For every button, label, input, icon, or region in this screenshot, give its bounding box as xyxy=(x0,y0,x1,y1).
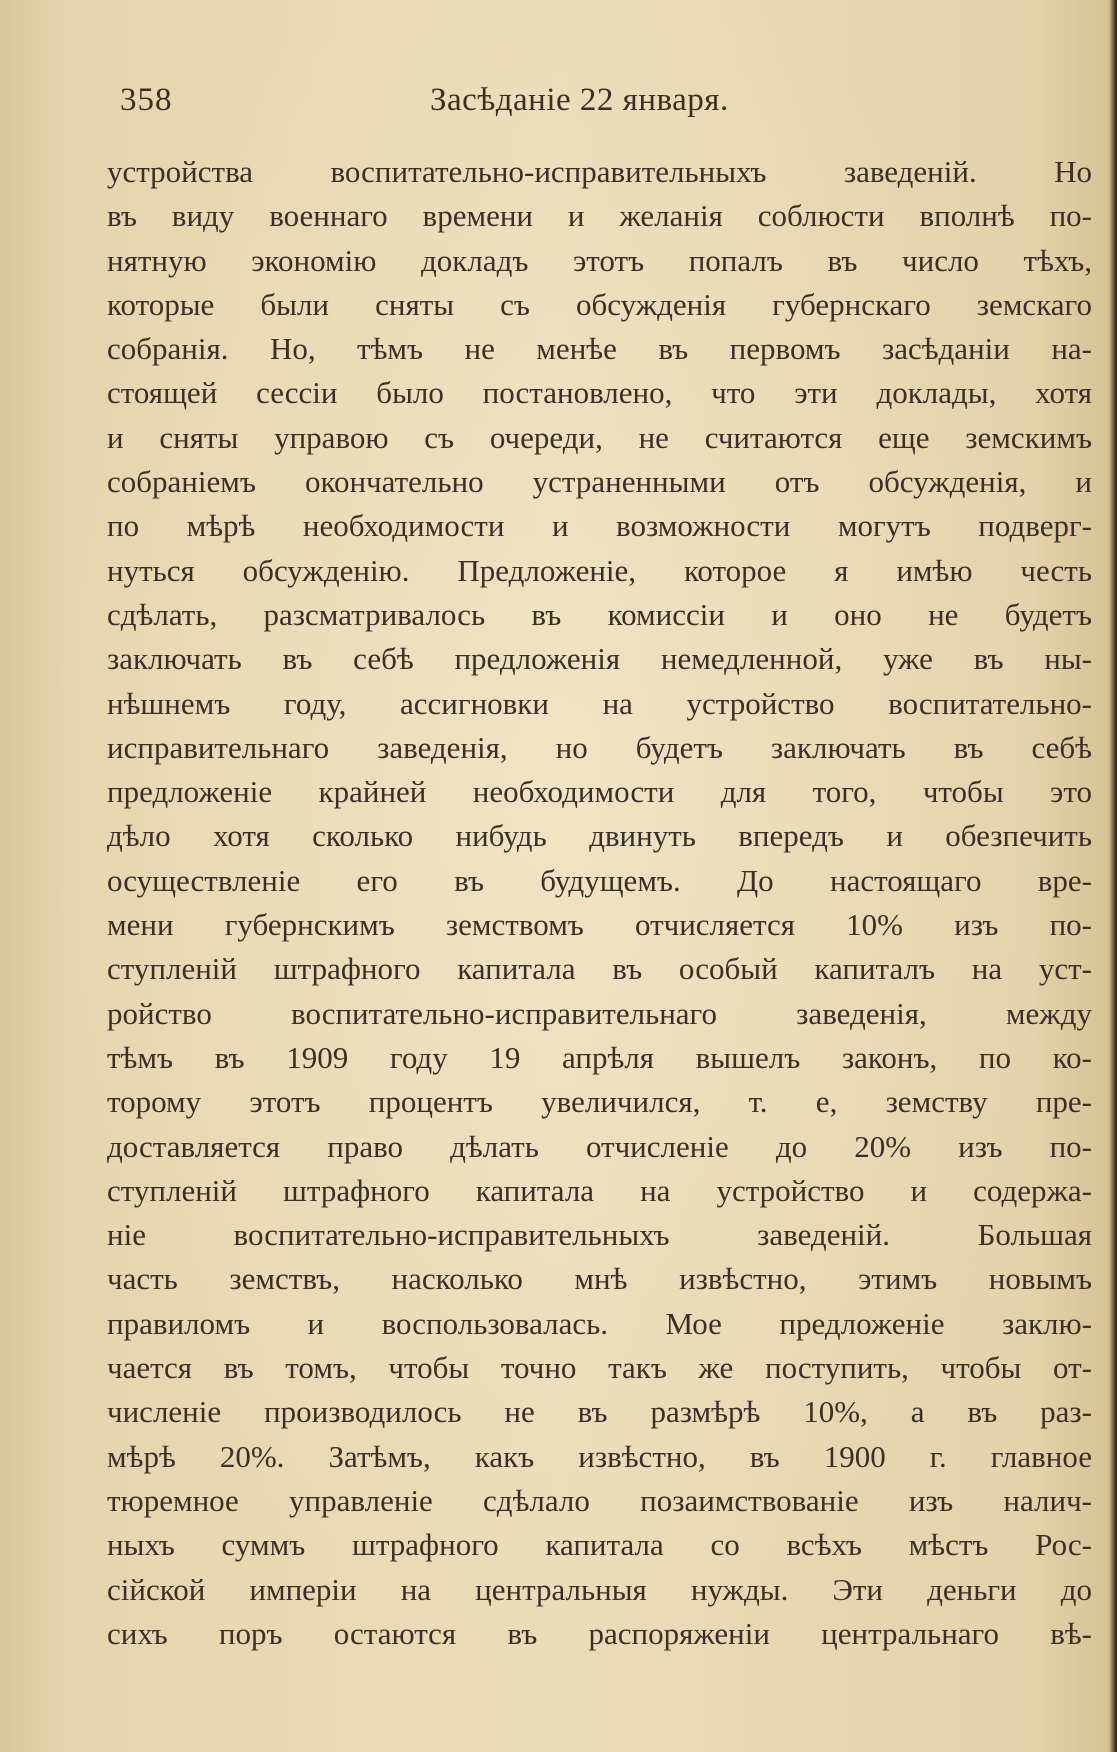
text-line: чается въ томъ, чтобы точно такъ же поступить, чтобы от- xyxy=(107,1350,1092,1386)
text-line: мѣрѣ 20%. Затѣмъ, какъ извѣстно, въ 1900 г. главное xyxy=(107,1438,1092,1474)
text-line: ройство воспитательно-исправительнаго заведенія, между xyxy=(107,995,1092,1031)
text-line: исправительнаго заведенія, но будетъ заключать въ себѣ xyxy=(107,729,1092,765)
page-edge-shadow xyxy=(1109,0,1117,1752)
text-line: торому этотъ процентъ увеличился, т. е, земству пре- xyxy=(107,1084,1092,1120)
text-line: сійской имперіи на центральныя нужды. Эти деньги до xyxy=(107,1571,1092,1607)
text-line: численіе производилось не въ размѣрѣ 10%, а въ раз- xyxy=(107,1394,1092,1430)
text-line: ніе воспитательно-исправительныхъ заведеній. Большая xyxy=(107,1217,1092,1253)
text-line: собранія. Но, тѣмъ не менѣе въ первомъ засѣданіи на- xyxy=(107,331,1092,367)
text-line: устройства воспитательно-исправительныхъ заведеній. Но xyxy=(107,154,1092,189)
text-line: заключать въ себѣ предложенія немедленной, уже въ ны- xyxy=(107,641,1092,677)
text-line: ступленій штрафного капитала въ особый капиталъ на уст- xyxy=(107,951,1092,987)
body-text xyxy=(107,150,1092,1656)
page-number: 358 xyxy=(120,82,173,118)
text-line: и сняты управою съ очереди, не считаются еще земскимъ xyxy=(107,419,1092,455)
text-line: нуться обсужденію. Предложеніе, которое я имѣю честь xyxy=(107,552,1092,588)
text-line: правиломъ и воспользовалась. Мое предложеніе заклю- xyxy=(107,1305,1092,1341)
text-line: сихъ поръ остаются въ распоряженіи центральнаго вѣ- xyxy=(107,1615,1092,1651)
text-line: ступленій штрафного капитала на устройство и содержа- xyxy=(107,1172,1092,1208)
text-line: въ виду военнаго времени и желанія соблюсти вполнѣ по- xyxy=(107,198,1092,234)
text-line: тѣмъ въ 1909 году 19 апрѣля вышелъ законъ, по ко- xyxy=(107,1039,1092,1075)
text-line: собраніемъ окончательно устраненными отъ обсужденія, и xyxy=(107,464,1092,500)
text-line: нѣшнемъ году, ассигновки на устройство воспитательно- xyxy=(107,685,1092,721)
text-line: часть земствъ, насколько мнѣ извѣстно, этимъ новымъ xyxy=(107,1261,1092,1297)
text-line: дѣло хотя сколько нибудь двинуть впередъ и обезпечить xyxy=(107,818,1092,854)
text-line: доставляется право дѣлать отчисленіе до 20% изъ по- xyxy=(107,1128,1092,1164)
text-line: по мѣрѣ необходимости и возможности могутъ подверг- xyxy=(107,508,1092,544)
text-line: сдѣлать, разсматривалось въ комиссіи и оно не будетъ xyxy=(107,596,1092,632)
text-line: мени губернскимъ земствомъ отчисляется 10% изъ по- xyxy=(107,907,1092,943)
text-line: которые были сняты съ обсужденія губернскаго земскаго xyxy=(107,286,1092,322)
running-head: Засѣданіе 22 января. xyxy=(430,82,729,118)
text-line: нятную экономію докладъ этотъ попалъ въ число тѣхъ, xyxy=(107,242,1092,278)
text-line: тюремное управленіе сдѣлало позаимствованіе изъ налич- xyxy=(107,1482,1092,1518)
text-line: ныхъ суммъ штрафного капитала со всѣхъ мѣстъ Рос- xyxy=(107,1527,1092,1563)
text-line: стоящей сессіи было постановлено, что эти доклады, хотя xyxy=(107,375,1092,411)
text-line: предложеніе крайней необходимости для того, чтобы это xyxy=(107,774,1092,810)
text-line: осуществленіе его въ будущемъ. До настоящаго вре- xyxy=(107,862,1092,898)
